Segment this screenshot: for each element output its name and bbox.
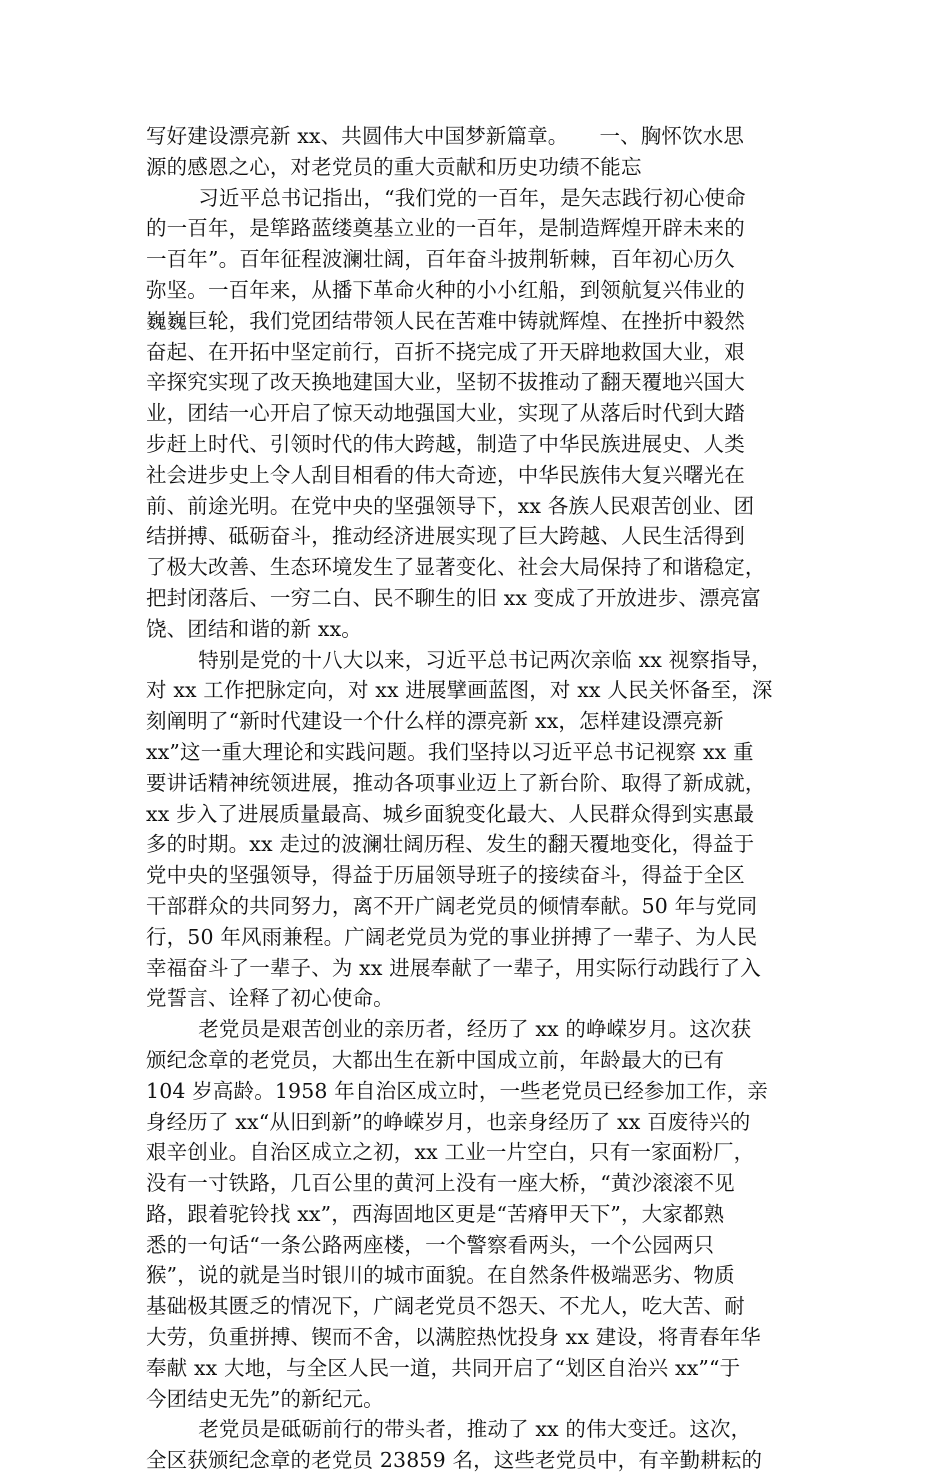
paragraph-line: 的一百年，是筚路蓝缕奠基立业的一百年，是制造辉煌开辟未来的 [146, 216, 745, 241]
paragraph-line: 辛探究实现了改天换地建国大业，坚韧不拔推动了翻天覆地兴国大 [146, 370, 745, 395]
body-paragraph [146, 645, 816, 1015]
paragraph-line: 行，50 年风雨兼程。广阔老党员为党的事业拼搏了一辈子、为人民 [146, 924, 758, 949]
paragraph-line: 结拼搏、砥砺奋斗，推动经济进展实现了巨大跨越、人民生活得到 [146, 524, 745, 549]
paragraph-line: 饶、团结和谐的新 xx。 [146, 616, 362, 641]
paragraph-line: 基础极其匮乏的情况下，广阔老党员不怨天、不尤人，吃大苦、耐 [146, 1294, 745, 1319]
paragraph-line: xx”这一重大理论和实践问题。我们坚持以习近平总书记视察 xx 重 [146, 739, 754, 764]
paragraph-line: xx 步入了进展质量最高、城乡面貌变化最大、人民群众得到实惠最 [146, 801, 755, 826]
paragraph-line: 一百年”。百年征程波澜壮阔，百年奋斗披荆斩棘，百年初心历久 [146, 247, 735, 272]
paragraph-line: 干部群众的共同努力，离不开广阔老党员的倾情奉献。50 年与党同 [146, 893, 758, 918]
paragraph-line: 大劳，负重拼搏、锲而不舍，以满腔热忱投身 xx 建设，将青春年华 [146, 1325, 761, 1350]
paragraph-line: 弥坚。一百年来，从播下革命火种的小小红船，到领航复兴伟业的 [146, 277, 745, 302]
paragraph-line: 悉的一句话“一条公路两座楼，一个警察看两头，一个公园两只 [146, 1232, 715, 1257]
paragraph-line: 艰辛创业。自治区成立之初，xx 工业一片空白，只有一家面粉厂， [146, 1140, 755, 1165]
paragraph-line: 巍巍巨轮，我们党团结带领人民在苦难中铸就辉煌、在挫折中毅然 [146, 308, 745, 333]
paragraph-line: 104 岁高龄。1958 年自治区成立时，一些老党员已经参加工作，亲 [146, 1078, 768, 1103]
paragraph-line: 幸福奋斗了一辈子、为 xx 进展奉献了一辈子，用实际行动践行了入 [146, 955, 761, 980]
paragraph-line: 社会进步史上令人刮目相看的伟大奇迹，中华民族伟大复兴曙光在 [146, 462, 745, 487]
paragraph-line: 习近平总书记指出，“我们党的一百年，是矢志践行初心使命 [198, 185, 746, 210]
paragraph-line: 全区获颁纪念章的老党员 23859 名，这些老党员中，有辛勤耕耘的 [146, 1448, 763, 1473]
paragraph-line: 对 xx 工作把脉定向，对 xx 进展擘画蓝图，对 xx 人民关怀备至，深 [146, 678, 773, 703]
paragraph-line: 业，团结一心开启了惊天动地强国大业，实现了从落后时代到大踏 [146, 401, 745, 426]
body-paragraph [146, 183, 816, 645]
paragraph-line: 源的感恩之心，对老党员的重大贡献和历史功绩不能忘 [146, 154, 642, 179]
paragraph-line: 把封闭落后、一穷二白、民不聊生的旧 xx 变成了开放进步、漂亮富 [146, 585, 761, 610]
paragraph-line: 没有一寸铁路，几百公里的黄河上没有一座大桥，“黄沙滚滚不见 [146, 1171, 735, 1196]
paragraph-line: 颁纪念章的老党员，大都出生在新中国成立前，年龄最大的已有 [146, 1047, 725, 1072]
paragraph-line: 党誓言、诠释了初心使命。 [146, 986, 394, 1011]
document-body [146, 121, 816, 1476]
body-paragraph [146, 1414, 816, 1476]
paragraph-line: 多的时期。xx 走过的波澜壮阔历程、发生的翻天覆地变化，得益于 [146, 832, 755, 857]
paragraph-line: 奉献 xx 大地，与全区人民一道，共同开启了“划区自治兴 xx”“于 [146, 1355, 741, 1380]
paragraph-line: 今团结史无先”的新纪元。 [146, 1386, 384, 1411]
paragraph-line: 老党员是砥砺前行的带头者，推动了 xx 的伟大变迁。这次， [198, 1417, 752, 1442]
paragraph-line: 刻阐明了“新时代建设一个什么样的漂亮新 xx，怎样建设漂亮新 [146, 709, 724, 734]
paragraph-line: 老党员是艰苦创业的亲历者，经历了 xx 的峥嵘岁月。这次获 [198, 1017, 752, 1042]
paragraph-line: 写好建设漂亮新 xx、共圆伟大中国梦新篇章。 一、胸怀饮水思 [146, 124, 745, 148]
paragraph-line: 猴”，说的就是当时银川的城市面貌。在自然条件极端恶劣、物质 [146, 1263, 735, 1288]
paragraph-line: 要讲话精神统领进展，推动各项事业迈上了新台阶、取得了新成就， [146, 770, 766, 795]
paragraph-line: 了极大改善、生态环境发生了显著变化、社会大局保持了和谐稳定， [146, 555, 766, 580]
paragraph-line: 路，跟着驼铃找 xx”，西海固地区更是“苦瘠甲天下”，大家都熟 [146, 1201, 725, 1226]
paragraph-line: 奋起、在开拓中坚定前行，百折不挠完成了开天辟地救国大业，艰 [146, 339, 745, 364]
paragraph-line: 步赶上时代、引领时代的伟大跨越，制造了中华民族进展史、人类 [146, 431, 745, 456]
paragraph-line: 身经历了 xx“从旧到新”的峥嵘岁月，也亲身经历了 xx 百废待兴的 [146, 1109, 751, 1134]
paragraph-line: 特别是党的十八大以来，习近平总书记两次亲临 xx 视察指导， [198, 647, 772, 672]
body-paragraph [146, 1014, 816, 1414]
paragraph-line: 前、前途光明。在党中央的坚强领导下，xx 各族人民艰苦创业、团 [146, 493, 755, 518]
body-paragraph [146, 121, 816, 183]
paragraph-line: 党中央的坚强领导，得益于历届领导班子的接续奋斗，得益于全区 [146, 863, 745, 888]
